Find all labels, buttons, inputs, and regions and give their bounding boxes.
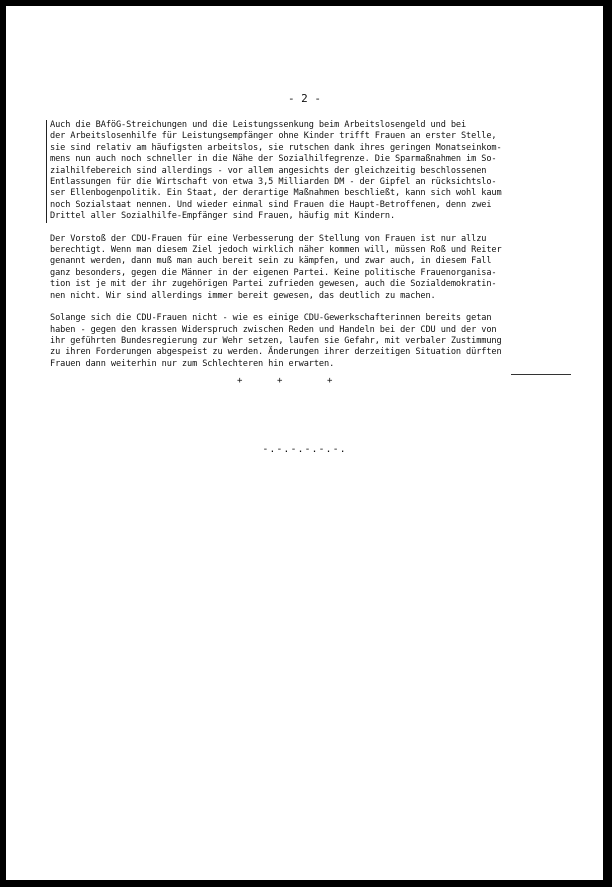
text-line: Auch die BAföG-Streichungen und die Leistungssenkung beim Arbeitslosengeld und bei bbox=[50, 120, 467, 130]
text-line: Entlassungen für die Wirtschaft von etwa 3,5 Milliarden DM - der Gipfel an rücksichtslo- bbox=[50, 177, 497, 188]
text-line: nen nicht. Wir sind allerdings immer bereit gewesen, das deutlich zu machen. bbox=[50, 290, 436, 301]
page-number: - 2 - bbox=[287, 92, 322, 105]
text-line: ganz besonders, gegen die Männer in der eigenen Partei. Keine politische Frauenorganisa- bbox=[50, 267, 497, 278]
plus-mark: + bbox=[277, 376, 283, 386]
text-line: Der Vorstoß der CDU-Frauen für eine Verbesserung der Stellung von Frauen ist nur allzu bbox=[50, 233, 487, 244]
document-page bbox=[6, 6, 603, 880]
text-line: zu ihren Forderungen abgespeist zu werden. Änderungen ihrer derzeitigen Situation dürften bbox=[50, 347, 502, 358]
plus-mark: + bbox=[327, 376, 333, 386]
text-line: mens nun auch noch schneller in die Nähe der Sozialhilfegrenze. Die Sparmaßnahmen im So- bbox=[50, 154, 497, 165]
text-line: der Arbeitslosenhilfe für Leistungsempfänger ohne Kinder trifft Frauen an erster Stelle, bbox=[50, 131, 497, 142]
text-line: ihr geführten Bundesregierung zur Wehr setzen, laufen sie Gefahr, mit verbaler Zustimmung bbox=[50, 335, 502, 346]
text-line: berechtigt. Wenn man diesem Ziel jedoch wirklich näher kommen will, müssen Roß und Reiter bbox=[50, 245, 502, 256]
text-line: tion ist je mit der ihr zugehörigen Partei zufrieden gewesen, auch die Sozialdemokratin- bbox=[50, 279, 497, 290]
text-line: sie sind relativ am häufigsten arbeitslos, sie rutschen dank ihres geringen Monatseinkom- bbox=[50, 142, 502, 153]
text-line: genannt werden, dann muß man auch bereit sein zu kämpfen, und zwar auch, in diesem Fall bbox=[50, 256, 492, 267]
body-text bbox=[50, 120, 570, 381]
paragraph-1 bbox=[46, 120, 570, 223]
plus-mark: + bbox=[237, 376, 243, 386]
text-line: Solange sich die CDU-Frauen nicht - wie es einige CDU-Gewerkschafterinnen bereits getan bbox=[50, 313, 492, 324]
text-line: noch Sozialstaat nennen. Und wieder einmal sind Frauen die Haupt-Betroffenen, denn zwei bbox=[50, 199, 492, 210]
paragraph-3 bbox=[50, 313, 570, 370]
signature-underline bbox=[511, 374, 571, 375]
text-line: Frauen dann weiterhin nur zum Schlechteren hin erwarten. bbox=[50, 358, 335, 369]
text-line: ser Ellenbogenpolitik. Ein Staat, der derartige Maßnahmen beschließt, kann sich wohl kaum bbox=[50, 188, 502, 199]
scan-border bbox=[603, 0, 612, 887]
text-line: haben - gegen den krassen Widerspruch zwischen Reden und Handeln bei der CDU und der von bbox=[50, 324, 497, 335]
end-marker: -.-.-.-.-.-. bbox=[262, 444, 347, 455]
text-line: Drittel aller Sozialhilfe-Empfänger sind Frauen, häufig mit Kindern. bbox=[50, 211, 396, 222]
paragraph-2 bbox=[50, 234, 570, 302]
text-line: zialhilfebereich sind allerdings - vor allem angesichts der gleichzeitig beschlossenen bbox=[50, 165, 487, 176]
